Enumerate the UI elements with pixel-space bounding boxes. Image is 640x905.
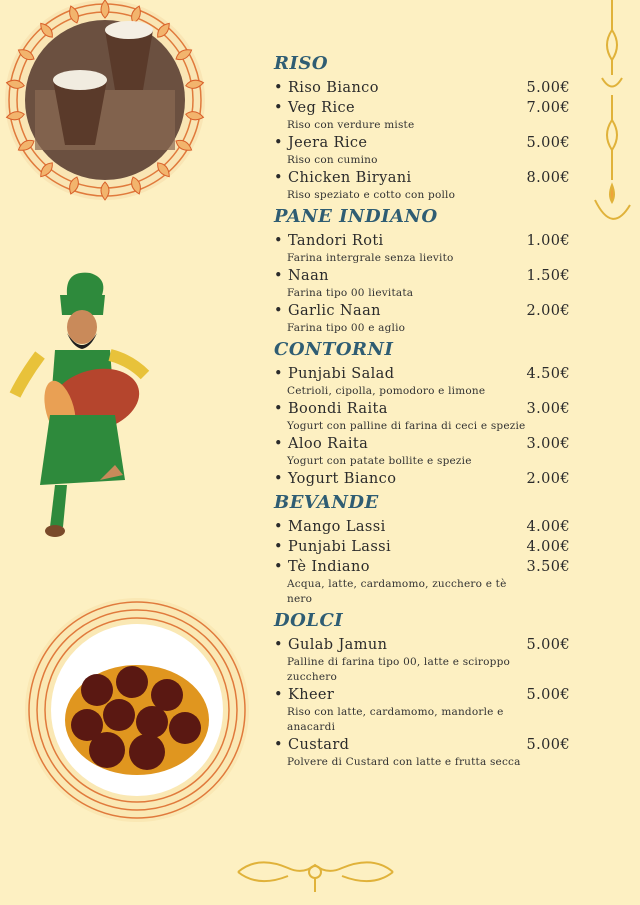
item-name: • Tè Indiano — [274, 557, 370, 577]
item-name: • Gulab Jamun — [274, 635, 387, 655]
item-price: 4.00€ — [526, 539, 570, 555]
item-name: • Veg Rice — [274, 98, 355, 118]
menu-item — [274, 557, 574, 607]
item-price: 2.00€ — [526, 303, 570, 319]
menu-item — [274, 78, 574, 98]
item-description: Yogurt con palline di farina di ceci e spezie — [287, 420, 526, 432]
item-description: Yogurt con patate bollite e spezie — [287, 455, 472, 467]
section-bevande — [274, 491, 574, 607]
section-title: DOLCI — [274, 610, 344, 631]
item-name: • Aloo Raita — [274, 434, 368, 454]
item-description: Riso con verdure miste — [287, 119, 415, 131]
item-name: • Kheer — [274, 685, 334, 705]
item-description: Cetrioli, cipolla, pomodoro e limone — [287, 385, 486, 397]
gulab-jamun-mandala-image — [20, 585, 255, 835]
item-name: • Punjabi Lassi — [274, 537, 391, 557]
item-description: Farina tipo 00 lievitata — [287, 287, 414, 299]
menu-item — [274, 301, 574, 336]
item-name: • Punjabi Salad — [274, 364, 394, 384]
item-price: 5.00€ — [526, 637, 570, 653]
item-price: 5.00€ — [526, 80, 570, 96]
item-price: 4.50€ — [526, 366, 570, 382]
item-price: 5.00€ — [526, 687, 570, 703]
bottom-ornament — [228, 850, 403, 895]
bhangra-dancer-illustration — [5, 265, 160, 545]
item-name: • Garlic Naan — [274, 301, 381, 321]
menu-item — [274, 635, 574, 685]
menu-item — [274, 685, 574, 735]
item-price: 3.50€ — [526, 559, 570, 575]
item-name: • Custard — [274, 735, 349, 755]
item-name: • Naan — [274, 266, 329, 286]
menu-item — [274, 517, 574, 537]
item-price: 7.00€ — [526, 100, 570, 116]
item-price: 1.50€ — [526, 268, 570, 284]
menu-item — [274, 168, 574, 203]
section-pane-indiano — [274, 205, 574, 336]
item-name: • Yogurt Bianco — [274, 469, 396, 489]
item-description: Farina intergrale senza lievito — [287, 252, 454, 264]
section-dolci — [274, 609, 574, 770]
item-description: Farina tipo 00 e aglio — [287, 322, 406, 334]
section-title: PANE INDIANO — [274, 206, 438, 227]
section-title: RISO — [274, 53, 329, 74]
item-name: • Riso Bianco — [274, 78, 379, 98]
item-description: Riso speziato e cotto con pollo — [287, 189, 456, 201]
item-description: Riso con cumino — [287, 154, 378, 166]
menu-item — [274, 266, 574, 301]
item-price: 1.00€ — [526, 233, 570, 249]
section-title: BEVANDE — [274, 492, 379, 513]
item-description: Polvere di Custard con latte e frutta secca — [287, 756, 521, 768]
item-price: 4.00€ — [526, 519, 570, 535]
item-name: • Chicken Biryani — [274, 168, 412, 188]
item-price: 3.00€ — [526, 436, 570, 452]
section-contorni — [274, 338, 574, 489]
section-riso — [274, 52, 574, 203]
item-price: 5.00€ — [526, 135, 570, 151]
item-price: 3.00€ — [526, 401, 570, 417]
menu-item — [274, 399, 574, 434]
menu-item — [274, 537, 574, 557]
hanging-lamps-decoration — [590, 0, 640, 240]
item-price: 8.00€ — [526, 170, 570, 186]
menu-item — [274, 98, 574, 133]
section-title: CONTORNI — [274, 339, 394, 360]
item-name: • Mango Lassi — [274, 517, 386, 537]
menu-list — [274, 52, 574, 772]
item-price: 2.00€ — [526, 471, 570, 487]
menu-item — [274, 469, 574, 489]
menu-item — [274, 735, 574, 770]
item-description: Riso con latte, cardamomo, mandorle e anacardi — [287, 706, 504, 733]
menu-item — [274, 434, 574, 469]
menu-item — [274, 133, 574, 168]
item-description: Palline di farina tipo 00, latte e sciroppo zucchero — [287, 656, 511, 683]
menu-item — [274, 231, 574, 266]
item-name: • Boondi Raita — [274, 399, 388, 419]
item-price: 5.00€ — [526, 737, 570, 753]
item-description: Acqua, latte, cardamomo, zucchero e tè nero — [287, 578, 507, 605]
menu-item — [274, 364, 574, 399]
item-name: • Tandori Roti — [274, 231, 384, 251]
item-name: • Jeera Rice — [274, 133, 367, 153]
lassi-mandala-image — [0, 0, 215, 215]
